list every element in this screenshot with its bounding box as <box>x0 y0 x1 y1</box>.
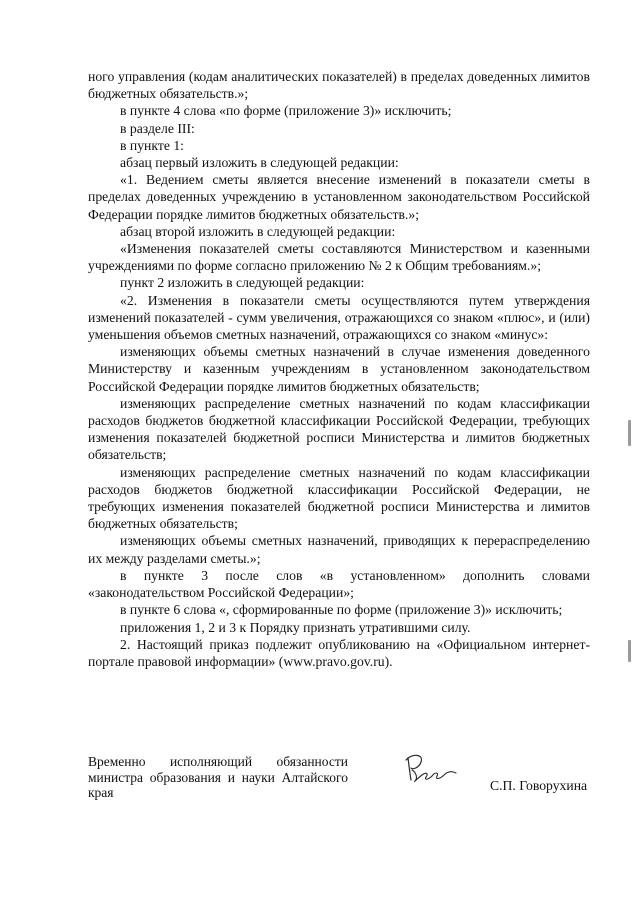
paragraph-quote-1: «1. Ведением сметы является внесение изменений в показатели сметы в пределах доведенных учреждению в установленном законодательством Российской Федерации порядке лимитов бюджетных обязательств.»; <box>88 172 590 222</box>
scan-edge-mark <box>628 640 631 662</box>
paragraph-quote-changes: «Изменения показателей сметы составляются Министерством и казенными учреждениями по форме согласно приложению № 2 к Общим требованиям.»; <box>88 241 590 274</box>
paragraph-item-3: в пункте 3 после слов «в установленном» дополнить словами «законодательством Российской Федерации»; <box>88 567 590 601</box>
paragraph-list-a: изменяющих объемы сметных назначений в случае изменения доведенного Министерству и казенным учреждениям в установленном законодательством Российской Федерации порядке лимитов бюджетных обязательств; <box>88 344 590 394</box>
paragraph-item-4: в пункте 4 слова «по форме (приложение 3)» исключить; <box>120 103 452 119</box>
paragraph-item-2: пункт 2 изложить в следующей редакции: <box>120 275 365 291</box>
paragraph-publication: 2. Настоящий приказ подлежит опубликованию на «Официальном интернет-портале правовой информации» (www.pravo.gov.ru). <box>88 636 590 669</box>
scan-edge-mark <box>628 420 631 446</box>
paragraph-first-abz: абзац первый изложить в следующей редакции: <box>120 155 399 171</box>
document-body <box>88 68 590 670</box>
handwritten-signature <box>402 748 462 788</box>
paragraph-item-1: в пункте 1: <box>120 137 184 153</box>
paragraph-quote-2: «2. Изменения в показатели сметы осуществляются путем утверждения изменений показателей - сумм увеличения, отражающихся со знаком «плюс», и (или) уменьшения объемов сметных назначений, отражающихся со знаком «минус»: <box>88 292 590 343</box>
signatory-name: С.П. Говорухина <box>490 778 588 793</box>
signatory-position-text: Временно исполняющий обязанности министра образования и науки Алтайского края <box>88 754 348 800</box>
paragraph-second-abz: абзац второй изложить в следующей редакции: <box>120 223 396 239</box>
paragraph-annexes: приложения 1, 2 и 3 к Порядку признать утратившими силу. <box>120 619 471 635</box>
paragraph-list-d: изменяющих объемы сметных назначений, приводящих к перераспределению их между разделами сметы.»; <box>88 533 590 566</box>
signatory-position <box>88 754 348 801</box>
paragraph-list-c: изменяющих распределение сметных назначений по кодам классификации расходов бюджетов бюджетной классификации Российской Федерации, не требующих изменения показателей бюджетной росписи Министерства и лимитов бюджетных обязательств; <box>88 464 590 532</box>
paragraph-section-3: в разделе III: <box>120 120 195 136</box>
paragraph-list-b: изменяющих распределение сметных назначений по кодам классификации расходов бюджетов бюджетной классификации Российской Федерации, требующих изменения показателей бюджетной росписи Министерства и лимитов бюджетных обязательств; <box>88 395 590 463</box>
paragraph-continuation: ного управления (кодам аналитических показателей) в пределах доведенных лимитов бюджетных обязательств.»; <box>88 69 590 102</box>
paragraph-item-6: в пункте 6 слова «, сформированные по форме (приложение 3)» исключить; <box>120 602 563 618</box>
